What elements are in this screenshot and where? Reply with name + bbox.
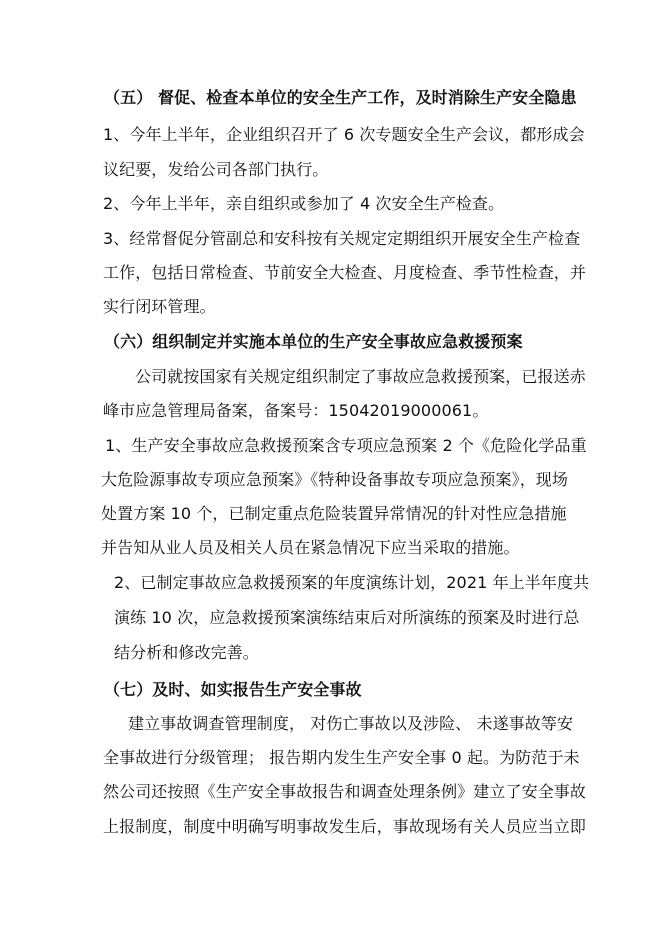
paragraph-line: 全事故进行分级管理； 报告期内发生生产安全事 0 起。为防范于未 [103,748,580,767]
paragraph-line: 峰市应急管理局备案，备案号：15042019000061。 [103,401,489,420]
paragraph-line: 并告知从业人员及相关人员在紧急情况下应当采取的措施。 [101,538,520,557]
paragraph-line: 处置方案 10 个，已制定重点危险装置异常情况的针对性应急措施 [101,504,567,523]
paragraph-line: 1、生产安全事故应急救援预案含专项应急预案 2 个《危险化学品重 [105,436,587,455]
paragraph-line: 2、已制定事故应急救援预案的年度演练计划，2021 年上半年度共 [114,573,590,592]
section-heading-7: （七）及时、如实报告生产安全事故 [104,680,362,699]
paragraph-line: 工作，包括日常检查、节前安全大检查、月度检查、季节性检查，并 [103,263,587,282]
paragraph-line: 演练 10 次，应急救援预案演练结束后对所演练的预案及时进行总 [114,608,580,627]
paragraph-line: 实行闭环管理。 [103,297,216,316]
paragraph-line: 上报制度，制度中明确写明事故发生后，事故现场有关人员应当立即 [103,817,587,836]
paragraph-line: 议纪要，发给公司各部门执行。 [103,160,329,179]
paragraph-line: 1、今年上半年，企业组织召开了 6 次专题安全生产会议，都形成会 [103,125,585,144]
paragraph-line: 然公司还按照《生产安全事故报告和调查处理条例》建立了安全事故 [103,782,587,801]
paragraph-line: 大危险源事故专项应急预案》《特种设备事故专项应急预案》，现场 [101,470,569,489]
section-heading-5: （五） 督促、检查本单位的安全生产工作，及时消除生产安全隐患 [104,88,577,107]
paragraph-line: 公司就按国家有关规定组织制定了事故应急救援预案，已报送赤 [135,367,586,386]
paragraph-line: 结分析和修改完善。 [114,643,259,662]
paragraph-line: 2、今年上半年，亲自组织或参加了 4 次安全生产检查。 [103,194,505,213]
paragraph-line: 建立事故调查管理制度， 对伤亡事故以及涉险、 未遂事故等安 [128,714,574,733]
section-heading-6: （六）组织制定并实施本单位的生产安全事故应急救援预案 [104,332,523,351]
paragraph-line: 3、经常督促分管副总和安科按有关规定定期组织开展安全生产检查 [103,229,581,248]
